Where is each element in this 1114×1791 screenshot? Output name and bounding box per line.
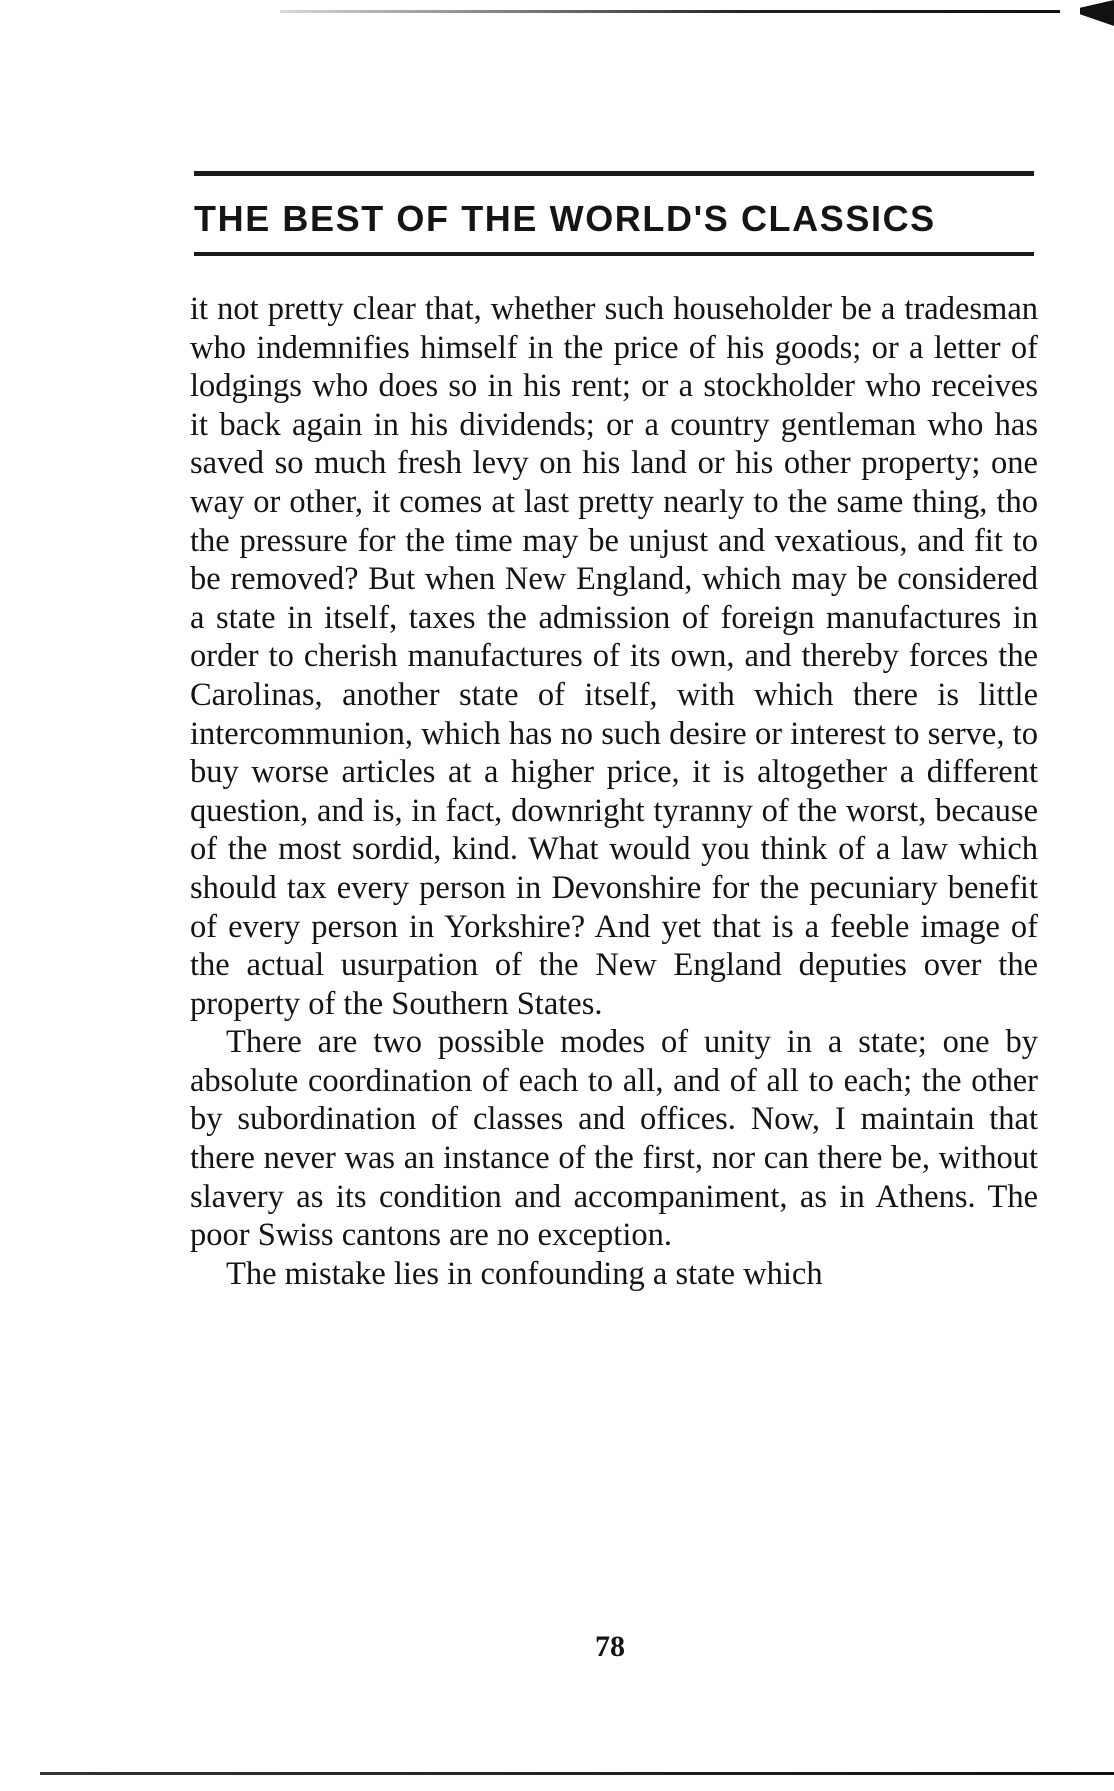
header-rule-top (194, 171, 1034, 176)
scan-edge-top (280, 10, 1060, 13)
header-rule-bottom (194, 252, 1034, 256)
running-head: THE BEST OF THE WORLD'S CLASSICS (194, 198, 936, 239)
scan-edge-bottom (40, 1772, 1114, 1775)
paragraph-mistake: The mistake lies in confounding a state which (226, 1255, 823, 1292)
scan-corner-mark (1080, 0, 1114, 26)
paragraph-continued: it not pretty clear that, whether such householder be a tradesman who indemnifies himself in the price of his goods; or a letter of lodgings who does so in his rent; or a stockholder who receives it back again in his dividends; or a country gentleman who has saved so much fresh levy on his land or his other property; one way or other, it comes at last pretty nearly to the same thing, tho the pressure for the time may be unjust and vexatious, and fit to be removed? But when New England, which may be considered a state in itself, taxes the admission of foreign manufactures in order to cherish manufactures of its own, and thereby forces the Carolinas, another state of itself, with which there is little intercommunion, which has no such desire or interest to serve, to buy worse articles at a higher price, it is altogether a different question, and is, in fact, downright tyranny of the worst, because of the most sordid, kind. What would you think of a law which should tax every person in Devonshire for the pecuniary benefit of every person in Yorkshire? And yet that is a feeble image of the actual usurpation of the New England deputies over the property of the Southern States. (190, 291, 1038, 1022)
body-text (190, 290, 1038, 1293)
paragraph-modes-of-unity: There are two possible modes of unity in a state; one by absolute coordination of each to all, and of all to each; the other by subordination of classes and offices. Now, I maintain that there never was an instance of the first, nor can there be, without slavery as its condition and accompaniment, as in Athens. The poor Swiss cantons are no exception. (190, 1024, 1038, 1254)
page-number: 78 (595, 1630, 625, 1663)
